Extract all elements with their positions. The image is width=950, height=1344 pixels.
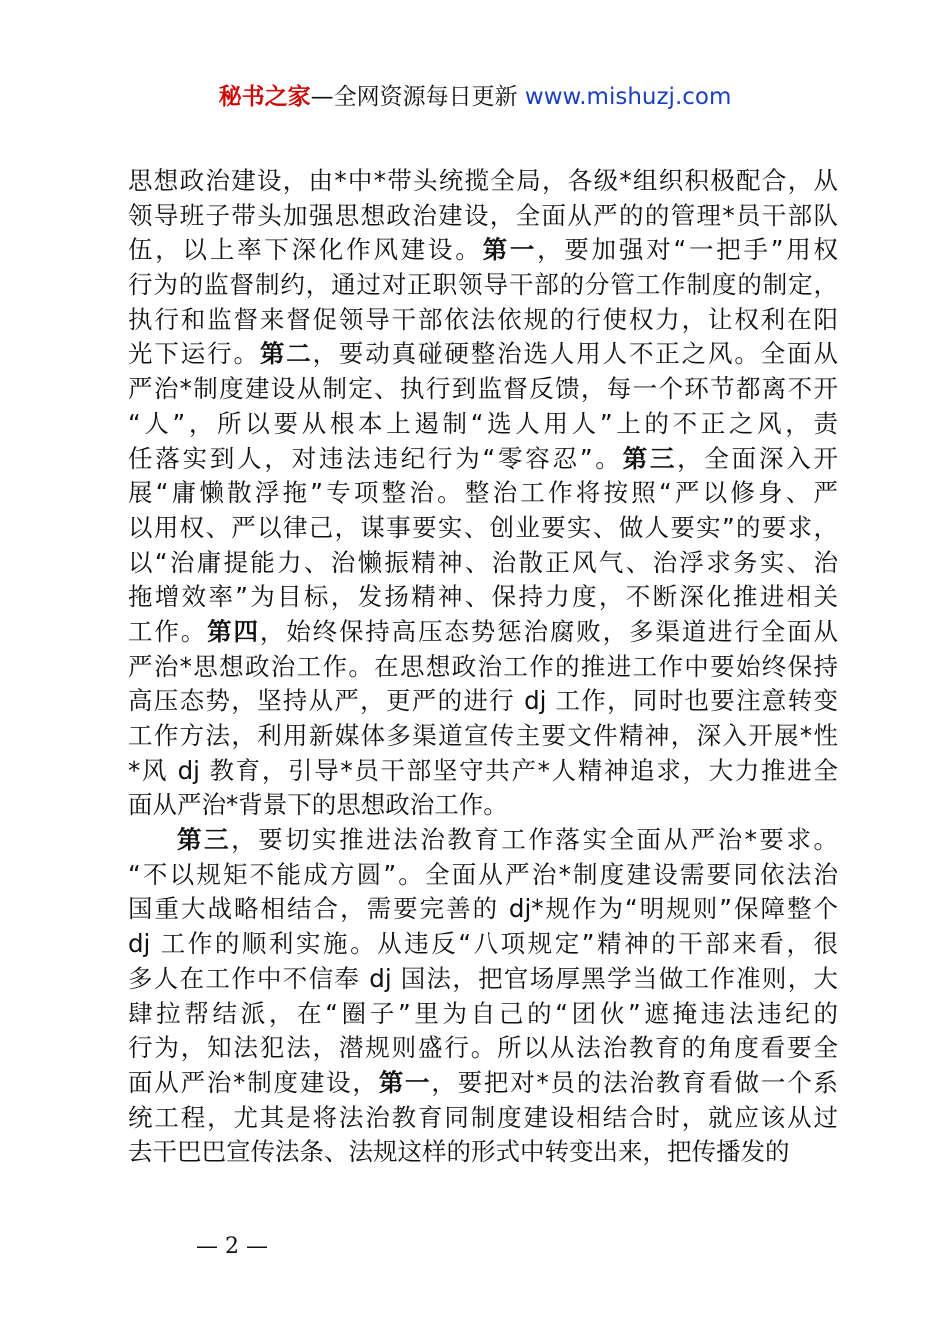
text-line [128, 927, 838, 962]
header-separator: — [310, 84, 334, 110]
line-text: 严治*思想政治工作。在思想政治工作的推进工作中要始终保持 [128, 651, 838, 681]
text-line [128, 337, 838, 372]
line-text: 面从严治*背景下的思想政治工作。 [128, 790, 508, 820]
bold-ordinal: 第二 [259, 339, 313, 369]
text-line [128, 476, 838, 511]
line-text: 国重大战略相结合，需要完善的 dj*规作为“明规则”保障整个 [128, 894, 838, 924]
line-text: 工作。 [128, 616, 208, 646]
text-line [128, 164, 838, 199]
line-text: ，要把对*员的法治教育看做一个系 [431, 1067, 838, 1097]
line-text: *风 dj 教育，引导*员干部坚守共产*人精神追求，大力推进全 [128, 755, 838, 785]
bold-ordinal: 第三 [177, 825, 232, 855]
text-line [128, 1135, 838, 1170]
line-text: 行为的监督制约，通过对正职领导干部的分管工作制度的制定， [128, 270, 838, 300]
line-text: 伍，以上率下深化作风建设。 [128, 235, 483, 265]
line-text: 任落实到人，对违法违纪行为“零容忍”。 [128, 443, 623, 473]
line-text: 面从严治*制度建设， [128, 1067, 379, 1097]
text-line [128, 546, 838, 581]
text-line [128, 997, 838, 1032]
text-line [128, 823, 838, 858]
line-text: 拖增效率”为目标，发扬精神、保持力度，不断深化推进相关 [128, 582, 838, 612]
line-text: 严治*制度建设从制定、执行到监督反馈，每一个环节都离不开 [128, 374, 838, 404]
text-line [128, 719, 838, 754]
text-line [128, 788, 838, 823]
line-text: 统工程，尤其是将法治教育同制度建设相结合时，就应该从过 [128, 1102, 838, 1132]
text-line [128, 684, 838, 719]
brand-name: 秘书之家 [218, 84, 311, 110]
text-line [128, 511, 838, 546]
text-line [128, 754, 838, 789]
document-body [128, 164, 838, 1170]
line-text: 以用权、严以律己，谋事要实、创业要实、做人要实”的要求， [128, 512, 838, 542]
bold-ordinal: 第三 [622, 443, 678, 473]
line-text: 领导班子带头加强思想政治建设，全面从严的的管理*员干部队 [128, 200, 838, 230]
text-line [128, 615, 838, 650]
text-line [128, 233, 838, 268]
line-text: 高压态势，坚持从严，更严的进行 dj 工作，同时也要注意转变 [128, 686, 838, 716]
text-line [128, 580, 838, 615]
header-slogan: 全网资源每日更新 [333, 84, 518, 110]
text-line [128, 892, 838, 927]
line-text: 肆拉帮结派，在“圈子”里为自己的“团伙”遮掩违法违纪的 [128, 998, 838, 1028]
text-line [128, 962, 838, 997]
line-text: 思想政治建设，由*中*带头统揽全局，各级*组织积极配合，从 [128, 166, 838, 195]
site-url-link[interactable]: www.mishuzj.com [524, 84, 732, 110]
line-text: ，要加强对“一把手”用权 [537, 235, 838, 265]
line-text: 光下运行。 [128, 339, 260, 369]
site-header [0, 80, 950, 114]
page-number: — 2 — [196, 1234, 268, 1259]
text-line [128, 199, 838, 234]
line-text: ，全面深入开 [677, 443, 838, 473]
text-line [128, 303, 838, 338]
bold-ordinal: 第一 [378, 1067, 432, 1097]
text-line [128, 650, 838, 685]
text-line [128, 1066, 838, 1101]
text-line [128, 1031, 838, 1066]
text-line [128, 442, 838, 477]
bold-ordinal: 第四 [207, 616, 260, 646]
bold-ordinal: 第一 [482, 235, 538, 265]
line-text: 工作方法，利用新媒体多渠道宣传主要文件精神，深入开展*性 [128, 721, 838, 750]
line-text: 以“治庸提能力、治懒振精神、治散正风气、治浮求务实、治 [128, 547, 838, 577]
line-text: 去干巴巴宣传法条、法规这样的形式中转变出来，把传播发的 [128, 1137, 790, 1167]
text-line [128, 407, 838, 442]
line-text: “人”，所以要从根本上遏制“选人用人”上的不正之风，责 [128, 408, 838, 438]
text-line [128, 858, 838, 893]
line-text: 行为，知法犯法，潜规则盛行。所以从法治教育的角度看要全 [128, 1033, 838, 1063]
line-text: 展“庸懒散浮拖”专项整治。整治工作将按照“严以修身、严 [128, 478, 838, 508]
line-text: dj 工作的顺利实施。从违反“八项规定”精神的干部来看，很 [128, 929, 838, 959]
line-text: ，要动真碰硬整治选人用人不正之风。全面从 [312, 339, 838, 369]
line-text: 执行和监督来督促领导干部依法依规的行使权力，让权利在阳 [128, 304, 838, 334]
text-line [128, 372, 838, 407]
text-line [128, 1101, 838, 1136]
text-line [128, 268, 838, 303]
line-text: “不以规矩不能成方圆”。全面从严治*制度建设需要同依法治 [128, 859, 838, 889]
line-text: ，始终保持高压态势惩治腐败，多渠道进行全面从 [259, 616, 838, 646]
line-text: 多人在工作中不信奉 dj 国法，把官场厚黑学当做工作准则，大 [128, 963, 838, 993]
line-text: ，要切实推进法治教育工作落实全面从严治*要求。 [231, 825, 838, 855]
